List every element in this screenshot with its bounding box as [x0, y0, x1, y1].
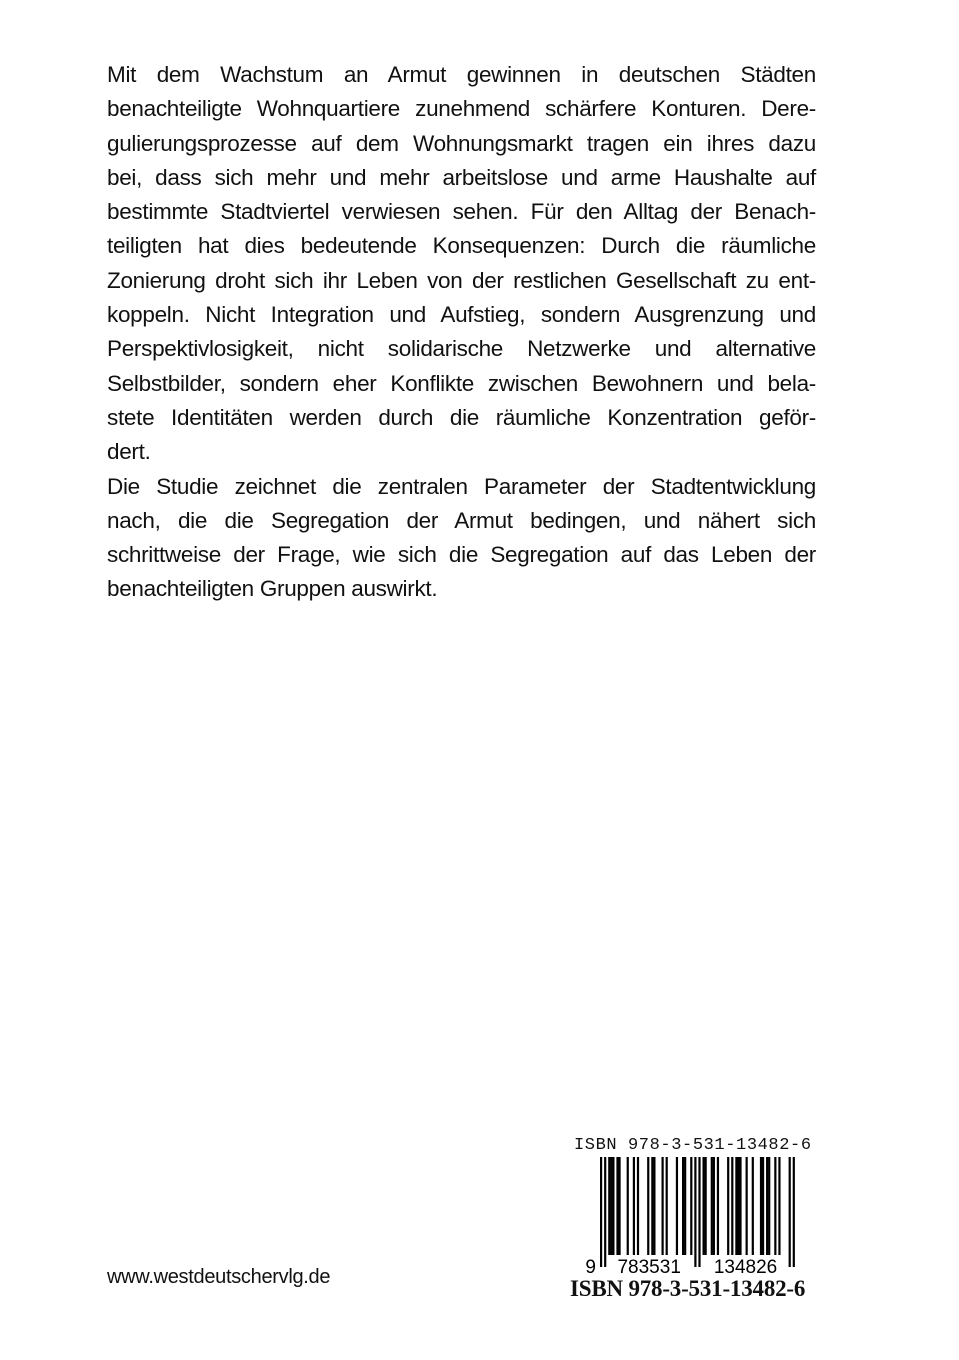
barcode-bar [647, 1157, 649, 1255]
barcode-bar [762, 1157, 764, 1255]
blurb-line: Perspektivlosigkeit, nicht solidarische Netzwerke und alternative [107, 336, 816, 362]
barcode-bar [789, 1157, 791, 1267]
blurb-line: stete Identitäten werden durch die räumliche Konzentration geför- [107, 404, 816, 430]
barcode-bar [760, 1157, 762, 1255]
barcode-bar [690, 1157, 692, 1255]
barcode-bar [739, 1157, 741, 1255]
barcode-bar [604, 1157, 606, 1267]
blurb-line: Mit dem Wachstum an Armut gewinnen in deutschen Städten [107, 62, 816, 87]
barcode-bar [618, 1157, 620, 1255]
barcode-bar [600, 1157, 602, 1267]
barcode-bar [713, 1157, 715, 1255]
publisher-website: www.westdeutschervlg.de [107, 1266, 331, 1288]
barcode-bar [778, 1157, 780, 1255]
blurb-line: benachteiligten Gruppen auswirkt. [107, 576, 438, 602]
barcode-bar [608, 1157, 610, 1255]
blurb-line: dert. [107, 439, 151, 465]
blurb-line: bestimmte Stadtviertel verwiesen sehen. Für den Alltag der Benach- [107, 199, 816, 225]
blurb-line: Selbstbilder, sondern eher Konflikte zwischen Bewohnern und bela- [107, 370, 816, 396]
blurb-line: Die Studie zeichnet die zentralen Parameter der Stadtentwicklung [107, 473, 816, 499]
barcode-bar [666, 1157, 668, 1255]
barcode-bar [727, 1157, 729, 1255]
barcode-bar [746, 1157, 748, 1255]
barcode-bar [610, 1157, 612, 1255]
barcode-bar [768, 1157, 770, 1255]
barcode-digits: 783531 [617, 1257, 681, 1277]
barcode-bar [682, 1157, 684, 1255]
isbn-label-bottom: ISBN 978-3-531-13482-6 [570, 1276, 806, 1301]
barcode-bar [653, 1157, 655, 1255]
barcode-bar [676, 1157, 678, 1255]
barcode-bar [735, 1157, 737, 1255]
barcode-bar [752, 1157, 754, 1255]
barcode-bar [737, 1157, 739, 1255]
barcode-bar [662, 1157, 664, 1255]
barcode-bar [651, 1157, 653, 1255]
barcode-bar [627, 1157, 629, 1255]
barcode-bar [633, 1157, 635, 1255]
blurb-line: koppeln. Nicht Integration und Aufstieg, sondern Ausgrenzung und [107, 302, 816, 328]
barcode-bar [705, 1157, 707, 1255]
blurb-line: nach, die die Segregation der Armut bedingen, und nähert sich [107, 507, 816, 533]
barcode-bar [717, 1157, 719, 1255]
barcode-bar [711, 1157, 713, 1255]
barcode-bar [684, 1157, 686, 1255]
barcode-bar [612, 1157, 614, 1255]
blurb-line: Zonierung droht sich ihr Leben von der restlichen Gesellschaft zu ent- [107, 267, 816, 293]
barcode-bar [774, 1157, 776, 1255]
barcode-bar [703, 1157, 705, 1255]
barcode-bar [637, 1157, 639, 1255]
isbn-label-top: ISBN 978-3-531-13482-6 [574, 1136, 812, 1155]
blurb-line: bei, dass sich mehr und mehr arbeitslose und arme Haushalte auf [107, 164, 816, 190]
barcode-bar [698, 1157, 700, 1267]
barcode-digits: 9 [585, 1257, 596, 1277]
barcode-digits: 134826 [713, 1257, 778, 1277]
barcode-bar [793, 1157, 795, 1267]
barcode-bar [731, 1157, 733, 1255]
blurb-line: benachteiligte Wohnquartiere zunehmend schärfere Konturen. Dere- [107, 96, 816, 122]
blurb-line: schrittweise der Frage, wie sich die Segregation auf das Leben der [107, 542, 816, 568]
barcode-bar [694, 1157, 696, 1267]
blurb-line: teiligten hat dies bedeutende Konsequenzen: Durch die räumliche [107, 233, 816, 259]
back-cover-blurb [107, 58, 816, 607]
blurb-line: gulierungsprozesse auf dem Wohnungsmarkt tragen ein ihres dazu [107, 130, 816, 156]
barcode-bar [766, 1157, 768, 1255]
ean-barcode [578, 1157, 818, 1277]
barcode-bar [616, 1157, 618, 1255]
